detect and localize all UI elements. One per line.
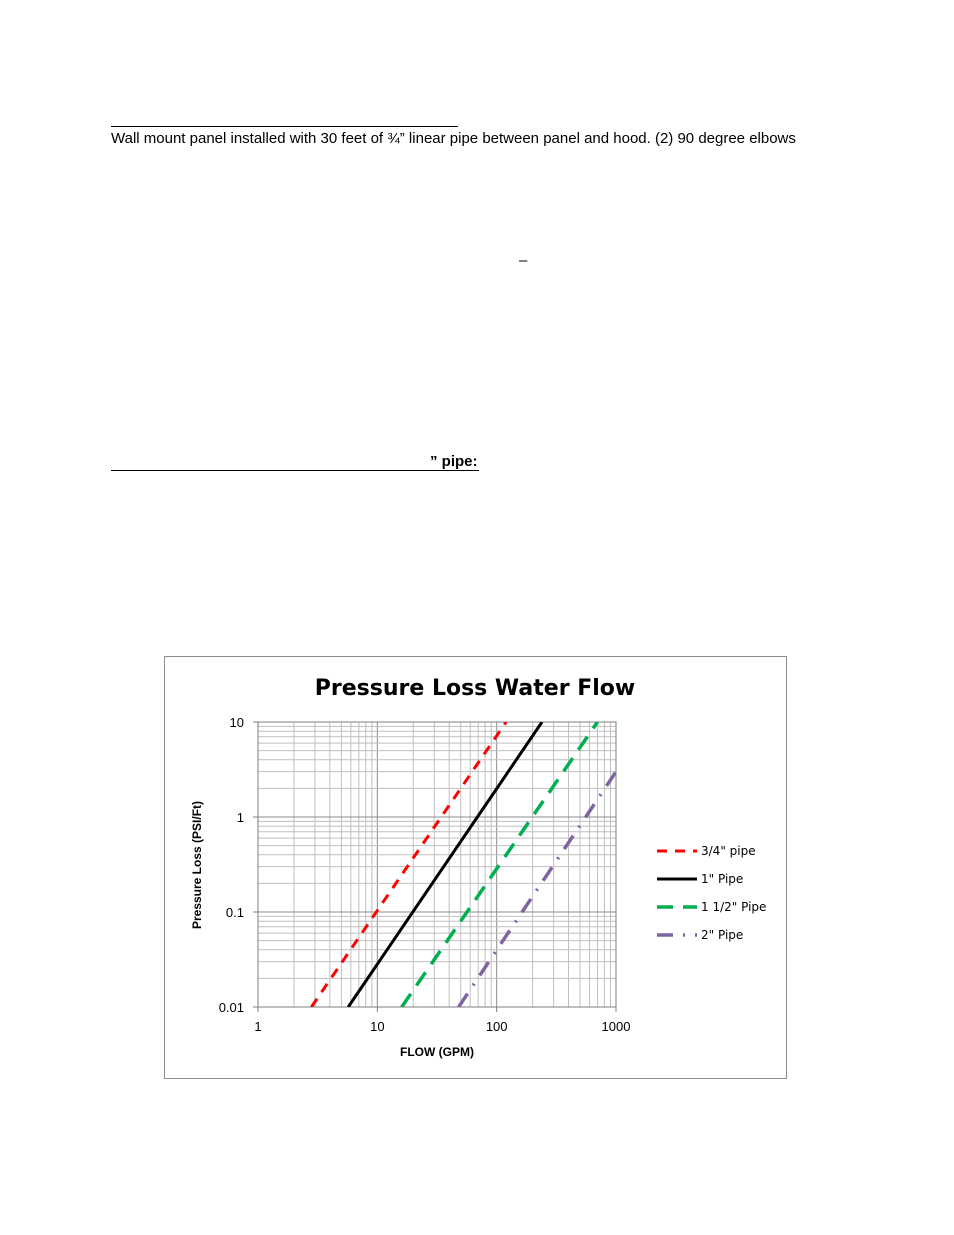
pressure-loss-chart <box>165 657 788 1080</box>
x-tick-labels <box>254 1007 630 1034</box>
legend-label-1: 3/4" pipe <box>701 844 756 858</box>
chart-title: Pressure Loss Water Flow <box>314 676 636 701</box>
chart-frame <box>164 656 787 1079</box>
y-tick-label: 0.1 <box>225 905 244 920</box>
y-axis-label: Pressure Loss (PSI/Ft) <box>190 800 204 930</box>
series-line-1 <box>311 722 506 1007</box>
heading-underline-2 <box>111 470 479 471</box>
y-tick-labels <box>219 715 258 1015</box>
legend <box>657 844 766 942</box>
series-layer <box>311 722 616 1007</box>
x-tick-label: 1000 <box>601 1019 631 1034</box>
dash-fragment: – <box>519 252 528 269</box>
plot-border <box>258 722 616 1007</box>
body-text-line: Wall mount panel installed with 30 feet of ¾” linear pipe between panel and hood. (2) 90 degree elbows <box>111 130 796 147</box>
y-tick-label: 0.01 <box>218 1000 244 1015</box>
x-tick-label: 100 <box>485 1019 508 1034</box>
legend-label-2: 1" Pipe <box>701 872 744 886</box>
heading-2-tail: ” pipe: <box>430 453 478 470</box>
grid <box>258 722 616 1007</box>
x-tick-label: 10 <box>370 1019 385 1034</box>
y-tick-label: 10 <box>229 715 244 730</box>
legend-label-4: 2" Pipe <box>701 928 744 942</box>
x-tick-label: 1 <box>254 1019 262 1034</box>
heading-underline-1 <box>111 126 458 127</box>
x-axis-label: FLOW (GPM) <box>400 1045 474 1059</box>
legend-label-3: 1 1/2" Pipe <box>701 900 767 914</box>
y-tick-label: 1 <box>236 810 244 825</box>
